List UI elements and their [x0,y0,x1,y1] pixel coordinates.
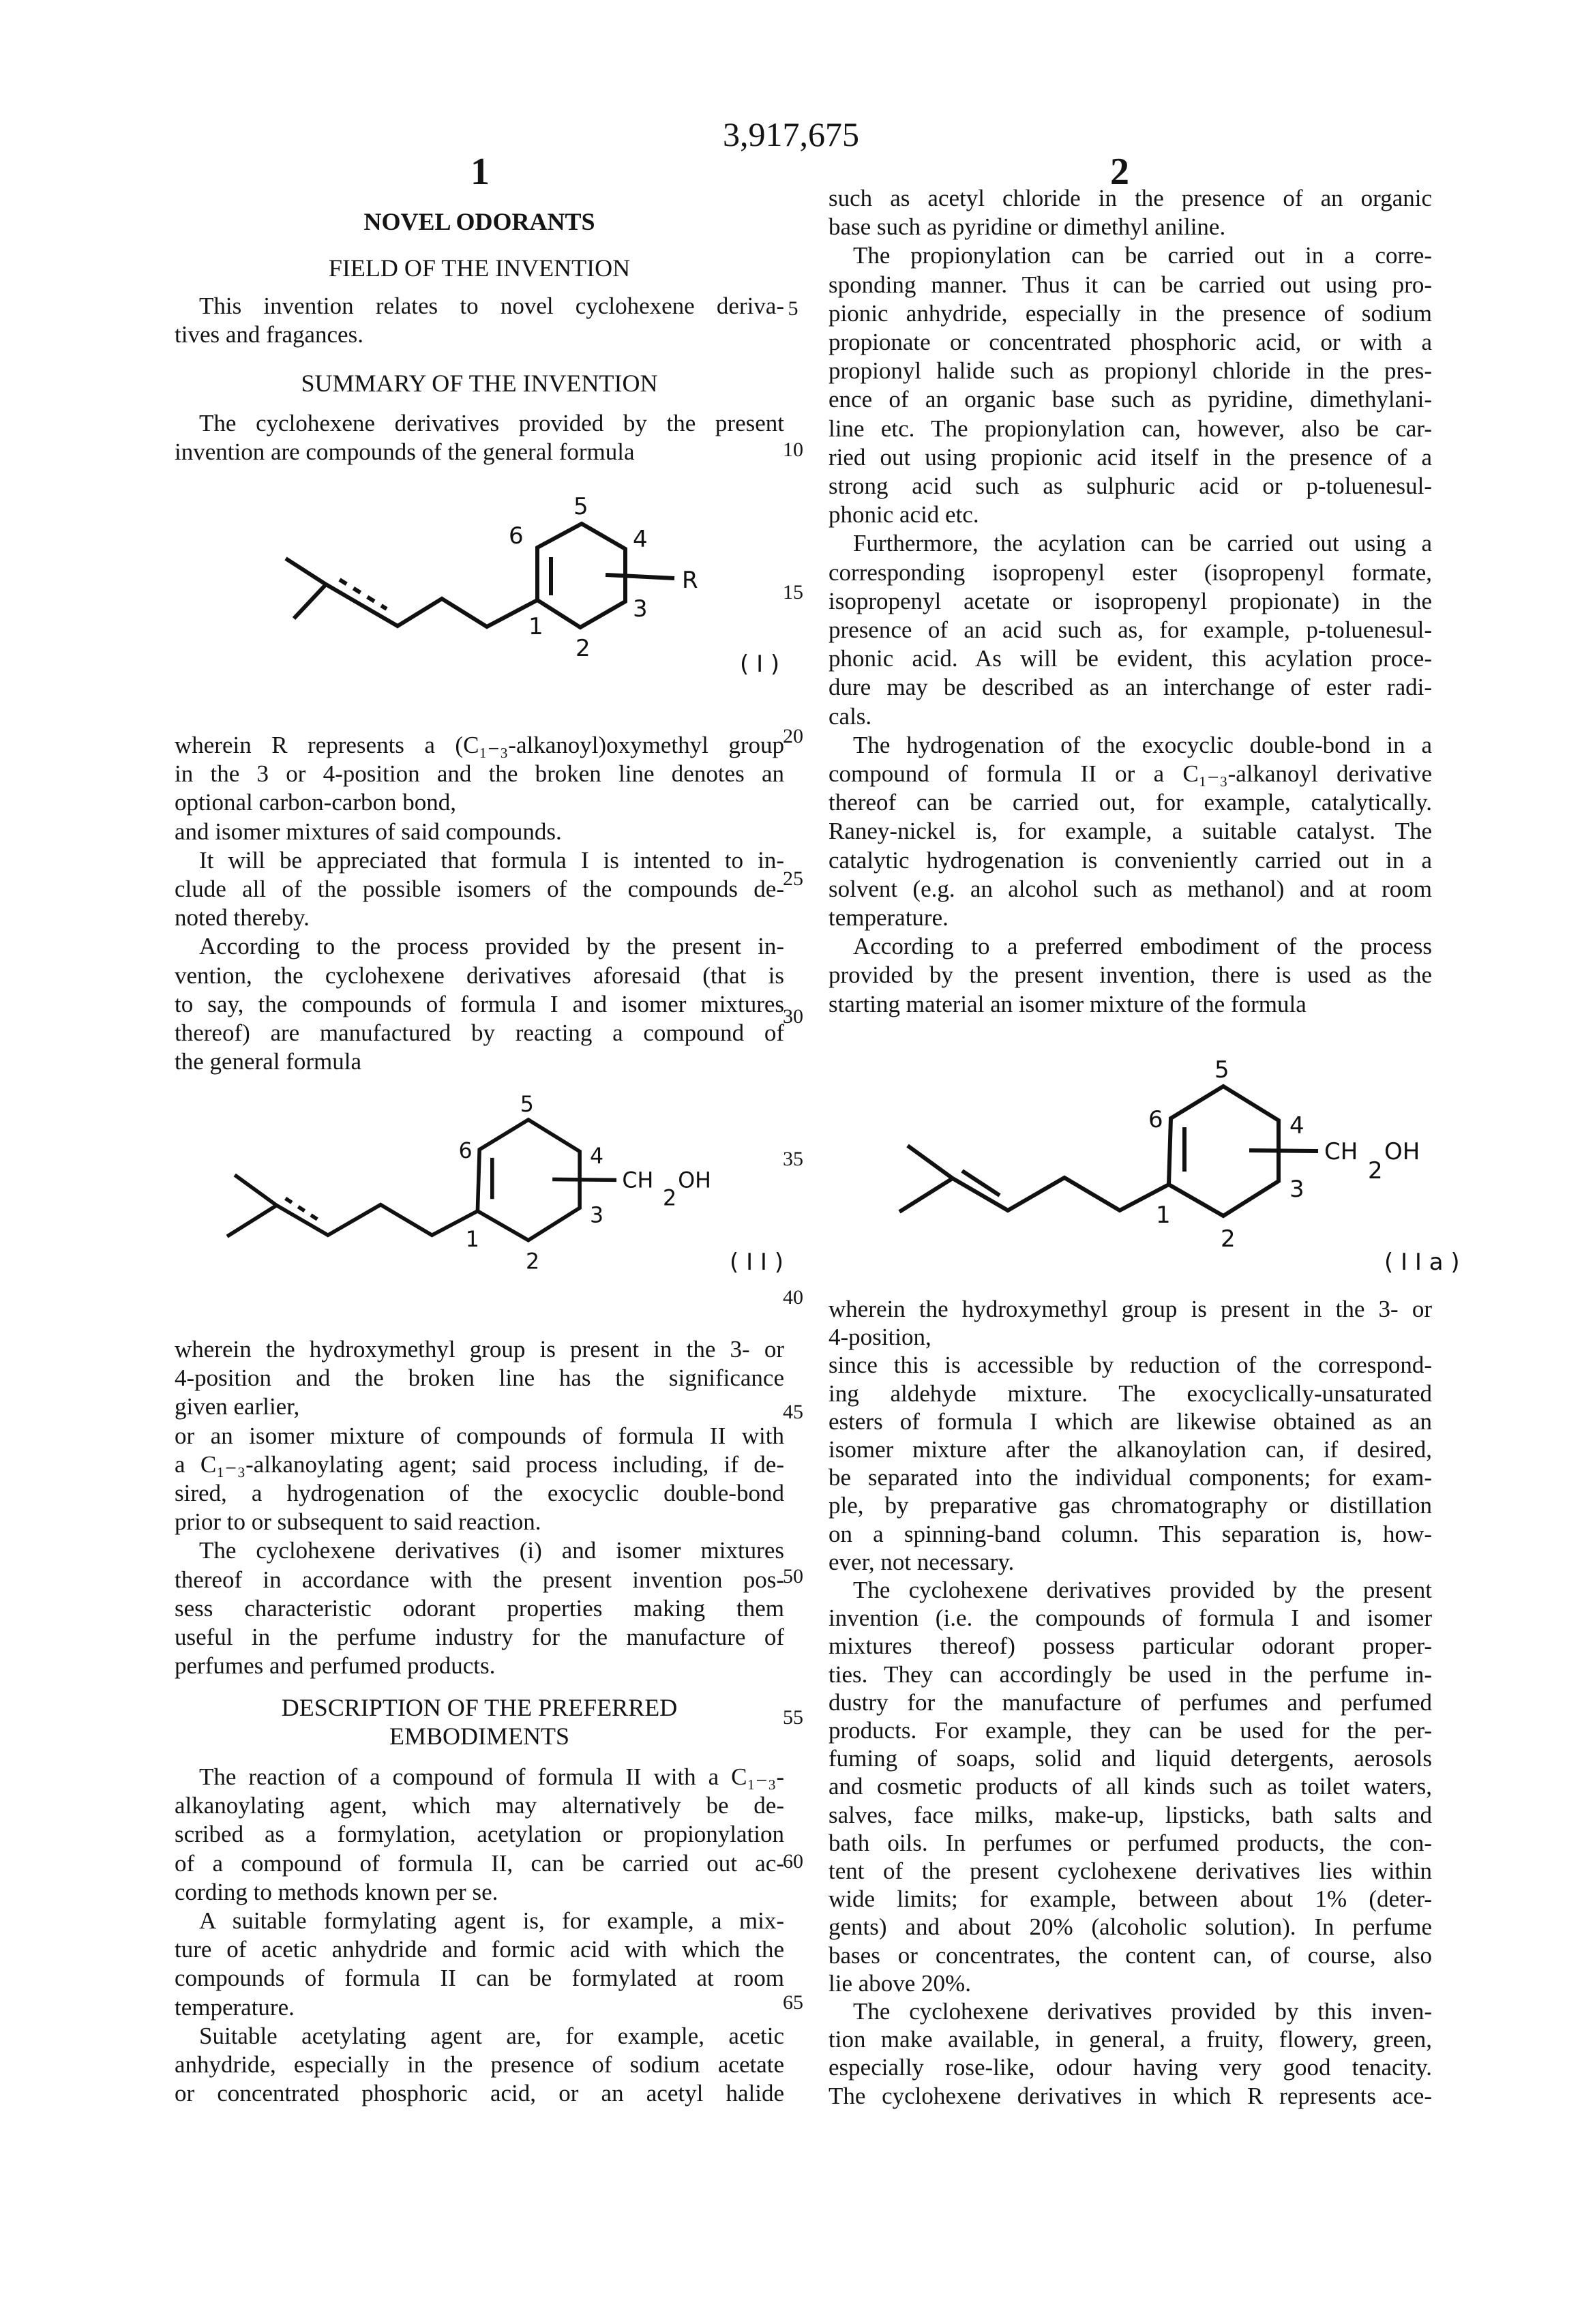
text-line: gents) and about 20% (alcoholic solution). In perfume [829,1913,1432,1941]
text-line: The cyclohexene derivatives provided by the present [175,409,784,438]
formula-i-label: ( I ) [740,651,779,678]
ch-label: CH [1324,1138,1358,1165]
ring-label: 4 [590,1144,603,1169]
text-line: products. For example, they can be used for the per- [829,1716,1432,1744]
oh-label: OH [1384,1138,1420,1165]
text-line: bath oils. In perfumes or perfumed products, the con- [829,1829,1432,1857]
cyclohexene-ring [537,524,625,627]
text-line: noted thereby. [175,904,784,932]
formula-i-structure [286,493,779,678]
text-line: esters of formula I which are likewise obtained as an [829,1407,1432,1435]
text-line: compounds of formula II can be formylated at room [175,1964,784,1993]
text-line: on a spinning-band column. This separation is, how- [829,1520,1432,1548]
text-line: tent of the present cyclohexene derivatives lies within [829,1857,1432,1885]
line-number: 55 [777,1706,809,1729]
formula-iia-label: ( I I a ) [1384,1249,1460,1276]
text-line: the general formula [175,1047,784,1076]
text-line: starting material an isomer mixture of the formula [829,990,1432,1019]
odorant-paragraphs [829,1295,1432,2110]
ring-label: 6 [1148,1106,1163,1133]
cyclohexene-ring [477,1120,580,1240]
text-line: The propionylation can be carried out in a corre- [829,241,1432,270]
formula-ii-description [175,1335,784,1680]
text-line: phonic acid. As will be evident, this acylation proce- [829,644,1432,673]
text-line: tion make available, in general, a fruity, flowery, green, [829,2025,1432,2053]
text-line: sired, a hydrogenation of the exocyclic double-bond [175,1479,784,1508]
line-number: 60 [777,1850,809,1873]
field-paragraph [175,292,784,349]
text-line: anhydride, especially in the presence of sodium acetate [175,2051,784,2079]
text-line: temperature. [175,1993,784,2022]
text-line: dustry for the manufacture of perfumes and perfumed [829,1688,1432,1716]
text-line: dure may be described as an interchange of ester radi- [829,673,1432,702]
text-line: The hydrogenation of the exocyclic double-bond in a [829,731,1432,760]
text-line: According to the process provided by the present in- [175,932,784,961]
text-line: base such as pyridine or dimethyl aniline. [829,213,1432,241]
line-number: 10 [777,438,809,462]
text-line: invention (i.e. the compounds of formula I and isomer [829,1604,1432,1632]
text-line: since this is accessible by reduction of the correspond- [829,1351,1432,1379]
text-line: line etc. The propionylation can, however, also be car- [829,415,1432,443]
ring-label: 1 [1156,1202,1171,1229]
text-line: fuming of soaps, solid and liquid detergents, aerosols [829,1744,1432,1772]
text-line: or an isomer mixture of compounds of formula II with [175,1422,784,1450]
ring-label: 4 [633,526,648,553]
text-line: This invention relates to novel cyclohexene deriva- [175,292,784,321]
text-line: or concentrated phosphoric acid, or an acetyl halide [175,2079,784,2108]
formula-ii-label: ( I I ) [730,1249,783,1276]
text-line: such as acetyl chloride in the presence of an organic [829,184,1432,213]
line-number: 35 [777,1148,809,1171]
line-number: 5 [777,297,809,321]
text-line: solvent (e.g. an alcohol such as methanol) and at room [829,875,1432,904]
text-line: invention are compounds of the general formula [175,438,784,466]
text-line: Suitable acetylating agent are, for example, acetic [175,2022,784,2051]
text-line: in the 3 or 4-position and the broken line denotes an [175,760,784,788]
subscript-2: 2 [1368,1157,1383,1185]
text-line: given earlier, [175,1392,784,1421]
ring-label: 3 [633,595,648,623]
text-line: ever, not necessary. [829,1548,1432,1576]
text-line: a C₁₋₃-alkanoylating agent; said process including, if de- [175,1450,784,1479]
description-paragraphs [175,1763,784,2108]
line-number: 45 [777,1401,809,1424]
ring-label: 2 [1221,1225,1236,1253]
summary-heading: SUMMARY OF THE INVENTION [175,369,784,398]
optional-double-bond [286,1198,320,1221]
substituent-r-label: R [682,567,698,594]
text-line: bases or concentrates, the content can, of course, also [829,1941,1432,1969]
text-line: The cyclohexene derivatives in which R represents ace- [829,2082,1432,2110]
text-line: Furthermore, the acylation can be carried out using a [829,529,1432,558]
ring-label: 2 [576,635,591,662]
text-line: The reaction of a compound of formula II with a C₁₋₃- [175,1763,784,1791]
line-number: 30 [777,1005,809,1028]
field-heading: FIELD OF THE INVENTION [175,254,784,282]
text-line: ple, by preparative gas chromatography or distillation [829,1491,1432,1519]
text-line: optional carbon-carbon bond, [175,788,784,817]
methyl-bond [294,584,326,619]
oh-label: OH [678,1169,711,1193]
text-line: The cyclohexene derivatives (i) and isomer mixtures [175,1536,784,1565]
text-line: thereof in accordance with the present invention pos- [175,1566,784,1594]
line-number: 40 [777,1286,809,1309]
text-line: sess characteristic odorant properties making them [175,1594,784,1623]
side-chain [235,1175,477,1235]
text-line: A suitable formylating agent is, for example, a mix- [175,1907,784,1935]
text-line: of a compound of formula II, can be carried out ac- [175,1849,784,1878]
description-heading-line2: EMBODIMENTS [175,1722,784,1751]
text-line: alkanoylating agent, which may alternatively be de- [175,1791,784,1820]
ring-label: 5 [1214,1056,1229,1084]
text-line: vention, the cyclohexene derivatives aforesaid (that is [175,962,784,990]
text-line: The cyclohexene derivatives provided by the present [829,1576,1432,1604]
text-line: wherein the hydroxymethyl group is present in the 3- or [829,1295,1432,1323]
text-line: mixtures thereof) possess particular odorant proper- [829,1632,1432,1660]
ring-label: 5 [573,493,588,520]
text-line: wherein R represents a (C₁₋₃-alkanoyl)oxymethyl group [175,731,784,760]
ring-label: 6 [509,522,524,550]
text-line: It will be appreciated that formula I is intented to in- [175,846,784,875]
text-line: corresponding isopropenyl ester (isopropenyl formate, [829,558,1432,587]
ring-label: 2 [526,1250,539,1275]
line-number: 20 [777,725,809,748]
line-number: 50 [777,1565,809,1588]
summary-paragraph [175,409,784,466]
text-line: cording to methods known per se. [175,1878,784,1907]
text-line: isopropenyl acetate or isopropenyl propionate) in the [829,587,1432,616]
description-heading-line1: DESCRIPTION OF THE PREFERRED [175,1693,784,1722]
text-line: provided by the present invention, there is used as the [829,961,1432,989]
substituent-bond [606,575,674,578]
text-line: ties. They can accordingly be used in the perfume in- [829,1660,1432,1688]
line-number: 15 [777,581,809,604]
text-line: The cyclohexene derivatives provided by this inven- [829,1997,1432,2025]
text-line: According to a preferred embodiment of the process [829,932,1432,961]
text-line: clude all of the possible isomers of the compounds de- [175,875,784,904]
column-number-right: 2 [1110,150,1129,194]
ring-label: 3 [1289,1176,1304,1203]
formula-iia-structure [899,1056,1460,1276]
line-number: 65 [777,1991,809,2014]
text-line: ing aldehyde mixture. The exocyclically-unsaturated [829,1380,1432,1407]
column-number-left: 1 [471,150,490,194]
text-line: Raney-nickel is, for example, a suitable catalyst. The [829,817,1432,846]
text-line: to say, the compounds of formula I and isomer mixtures [175,990,784,1019]
ring-label: 1 [466,1227,479,1252]
text-line: presence of an acid such as, for example, p-toluenesul- [829,616,1432,644]
text-line: especially rose-like, odour having very good tenacity. [829,2053,1432,2081]
text-line: salves, face milks, make-up, lipsticks, bath salts and [829,1801,1432,1829]
subscript-2: 2 [663,1187,676,1211]
text-line: perfumes and perfumed products. [175,1652,784,1680]
methyl-bond [899,1178,953,1212]
text-line: catalytic hydrogenation is conveniently carried out in a [829,846,1432,875]
text-line: ence of an organic base such as pyridine, dimethylani- [829,385,1432,414]
text-line: propionyl halide such as propionyl chloride in the pres- [829,357,1432,385]
text-line: ture of acetic anhydride and formic acid with which the [175,1935,784,1964]
side-chain [286,558,537,627]
acylation-paragraphs [829,184,1432,1019]
text-line: pionic anhydride, especially in the presence of sodium [829,299,1432,328]
substituent-bond [552,1179,616,1180]
text-line: phonic acid etc. [829,501,1432,529]
text-line: temperature. [829,904,1432,932]
text-line: thereof) are manufactured by reacting a compound of [175,1019,784,1047]
text-line: compound of formula II or a C₁₋₃-alkanoyl derivative [829,760,1432,788]
text-line: strong acid such as sulphuric acid or p-toluenesul- [829,472,1432,501]
ring-label: 4 [1289,1112,1304,1139]
text-line: sponding manner. Thus it can be carried out using pro- [829,271,1432,299]
text-line: scribed as a formylation, acetylation or propionylation [175,1820,784,1849]
ring-label: 1 [528,613,543,640]
text-line: tives and fragances. [175,321,784,349]
text-line: lie above 20%. [829,1969,1432,1997]
ring-label: 5 [520,1092,534,1117]
text-line: 4-position, [829,1323,1432,1351]
text-line: and isomer mixtures of said compounds. [175,818,784,846]
optional-double-bond [340,580,387,609]
text-line: thereof can be carried out, for example, catalytically. [829,788,1432,817]
text-line: wide limits; for example, between about 1% (deter- [829,1885,1432,1913]
cyclohexene-ring [1169,1086,1279,1216]
formula-i-description [175,731,784,1076]
patent-number: 3,917,675 [0,115,1582,154]
text-line: 4-position and the broken line has the significance [175,1364,784,1392]
text-line: ried out using propionic acid itself in the presence of a [829,443,1432,472]
title-heading: NOVEL ODORANTS [175,207,784,236]
methyl-bond [227,1206,277,1237]
text-line: cals. [829,702,1432,731]
text-line: and cosmetic products of all kinds such as toilet waters, [829,1772,1432,1800]
formula-ii-structure [227,1092,711,1275]
substituent-bond [1249,1150,1318,1151]
ring-label: 6 [458,1139,472,1163]
text-line: wherein the hydroxymethyl group is present in the 3- or [175,1335,784,1364]
line-number: 25 [777,867,809,891]
ch-label: CH [622,1169,653,1193]
text-line: prior to or subsequent to said reaction. [175,1508,784,1536]
text-line: isomer mixture after the alkanoylation can, if desired, [829,1435,1432,1463]
text-line: be separated into the individual components; for exam- [829,1463,1432,1491]
ring-label: 3 [590,1204,603,1228]
text-line: useful in the perfume industry for the manufacture of [175,1623,784,1652]
side-chain [908,1146,1169,1210]
text-line: propionate or concentrated phosphoric acid, or with a [829,328,1432,357]
exocyclic-double-bond [962,1171,1000,1195]
